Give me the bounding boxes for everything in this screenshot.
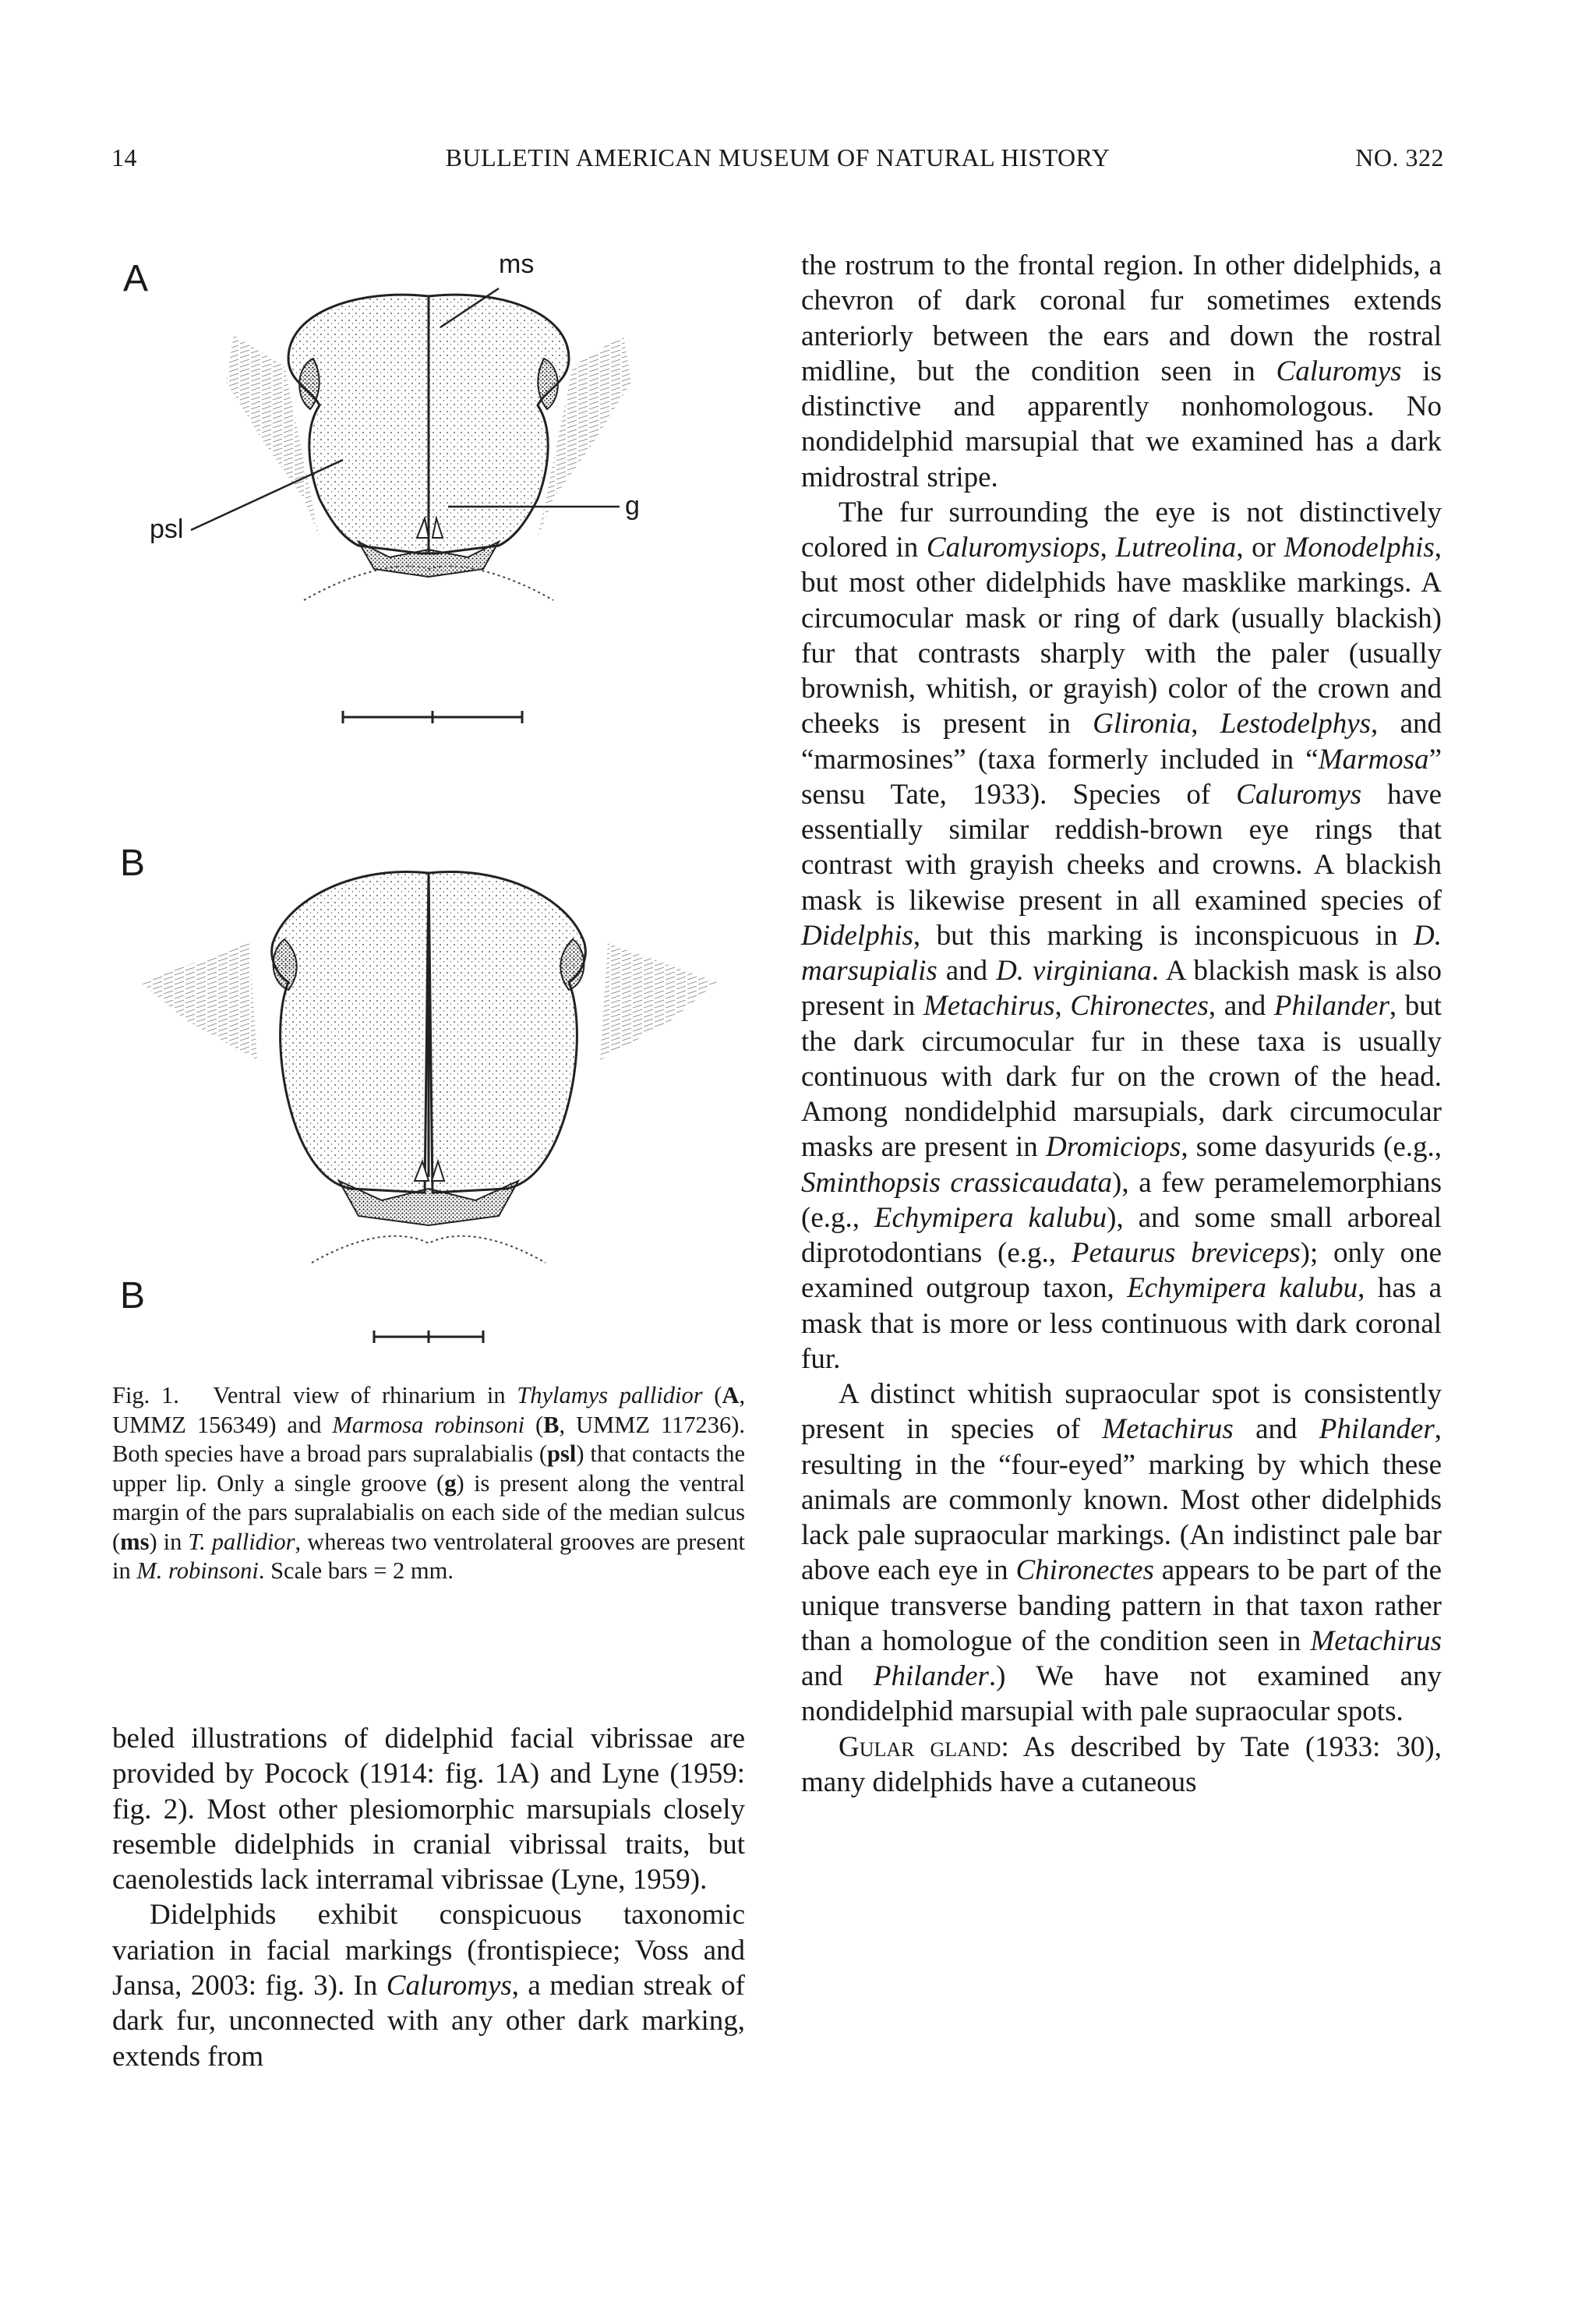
issue-number: NO. 322	[1355, 143, 1444, 171]
figure-1	[109, 242, 748, 1364]
left-paragraph-1: beled illustrations of didelphid facial vibrissae are provided by Pocock (1914: fig. 1A) and Lyne (1959: fig. 2). Most other plesiomorphic marsupials closely resemble didelphids in cranial vibrissal traits, but caenolestids lack interramal vibrissae (Lyne, 1959).	[112, 1723, 745, 1896]
section-heading-gular-gland: Gular gland	[839, 1730, 1001, 1763]
left-column-text	[112, 1721, 745, 2074]
right-column-text	[801, 248, 1442, 1800]
page-number: 14	[111, 143, 137, 171]
right-paragraph-2: The fur surrounding the eye is not distinctively colored in Caluromysiops, Lutreolina, or Monodelphis, but most other didelphids have masklike markings. A circumocular mask or ring of dark (usually blackish) fur that contrasts sharply with the paler (usually brownish, whitish, or grayish) color of the crown and cheeks is present in Glironia, Lestodelphys, and “marmosines” (taxa formerly included in “Marmosa” sensu Tate, 1933). Species of Caluromys have essentially similar reddish-brown eye rings that contrast with grayish cheeks and crowns. A blackish mask is likewise present in all examined species of Didelphis, but this marking is inconspicuous in D. marsupialis and D. virginiana. A blackish mask is also present in Metachirus, Chironectes, and Philander, but the dark circumocular fur in these taxa is usually continuous with dark fur on the crown of the head. Among nondidelphid marsupials, dark circumocular masks are present in Dromiciops, some dasyurids (e.g., Sminthopsis crassicaudata), a few peramelemorphians (e.g., Echymipera kalubu), and some small arboreal diprotodontians (e.g., Petaurus breviceps); only one examined outgroup taxon, Echymipera kalubu, has a mask that is more or less continuous with dark coronal fur.	[801, 496, 1442, 1375]
journal-title: BULLETIN AMERICAN MUSEUM OF NATURAL HISTORY	[445, 143, 1110, 171]
panel-a-drawing	[191, 288, 631, 723]
panel-b-drawing	[140, 871, 717, 1343]
right-paragraph-3: A distinct whitish supraocular spot is consistently present in species of Metachirus and Philander, resulting in the “four-eyed” marking by which these animals are commonly known. Most other didelphids lack pale supraocular markings. (An indistinct pale bar above each eye in Chironectes appears to be part of the unique transverse banding pattern in that taxon rather than a homologue of the condition seen in Metachirus and Philander.) We have not examined any nondidelphid marsupial with pale supraocular spots.	[801, 1378, 1442, 1728]
label-g: g	[625, 491, 640, 521]
panel-label-b-second: B	[120, 1275, 146, 1317]
figure-caption: Fig. 1. Ventral view of rhinarium in Thylamys pallidior (A, UMMZ 156349) and Marmosa robinsoni (B, UMMZ 117236). Both species have a broad pars supralabialis (psl) that contacts the upper lip. Only a single groove (g) is present along the ventral margin of the pars supralabialis on each side of the median sulcus (ms) in T. pallidior, whereas two ventrolateral grooves are present in M. robinsoni. Scale bars = 2 mm.	[112, 1382, 746, 1584]
running-head	[111, 143, 1444, 182]
label-psl: psl	[150, 514, 184, 544]
left-paragraph-2: Didelphids exhibit conspicuous taxonomic variation in facial markings (frontispiece; Voss and Jansa, 2003: fig. 3). In Caluromys, a median streak of dark fur, unconnected with any other dark marking, extends from	[112, 1899, 746, 2073]
right-paragraph-4: Gular gland: As described by Tate (1933: 30), many didelphids have a cutaneous	[801, 1730, 1442, 1798]
caption-fig-label: Fig. 1.	[112, 1382, 179, 1408]
panel-label-a: A	[123, 258, 149, 299]
panel-label-b: B	[120, 843, 146, 884]
right-paragraph-1: the rostrum to the frontal region. In other didelphids, a chevron of dark coronal fur sometimes extends anteriorly between the ears and down the rostral midline, but the condition seen in Caluromys is distinctive and apparently nonhomologous. No nondidelphid marsupial that we examined has a dark midrostral stripe.	[801, 249, 1442, 493]
rhinarium-illustration	[109, 242, 748, 1364]
label-ms: ms	[499, 249, 535, 279]
